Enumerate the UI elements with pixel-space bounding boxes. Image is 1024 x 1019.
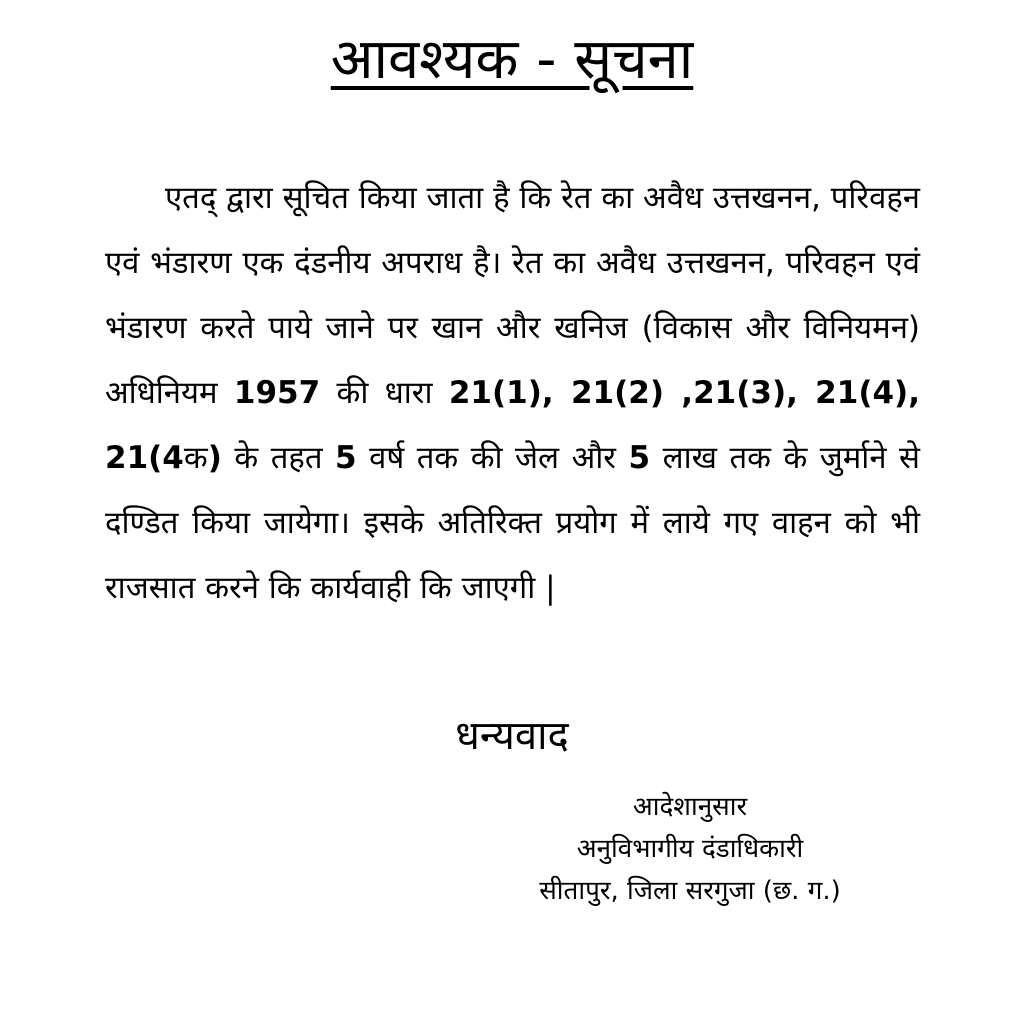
- section-suffix: क: [183, 440, 208, 476]
- thanks-text: धन्यवाद: [455, 713, 569, 759]
- notice-body: [105, 166, 920, 621]
- section-numbers: 21(1), 21(2) ,21(3), 21(4), 21(4: [105, 375, 921, 476]
- signature-line-location: सीतापुर, जिला सरगुजा (छ. ग.): [539, 876, 841, 906]
- signature-line-order: आदेशानुसार: [632, 792, 748, 822]
- fine-amount: 5: [628, 440, 651, 476]
- signature-block: [490, 786, 890, 912]
- notice-title: [0, 22, 1024, 98]
- body-text-part-2: की धारा: [320, 375, 449, 411]
- body-text-part-3: के तहत: [221, 440, 335, 476]
- body-text-part-4: वर्ष तक की जेल और: [356, 440, 629, 476]
- act-year: 1957: [233, 375, 321, 411]
- jail-years: 5: [335, 440, 357, 476]
- notice-title-text: आवश्यक - सूचना: [330, 27, 694, 92]
- signature-line-officer: अनुविभागीय दंडाधिकारी: [576, 834, 804, 864]
- section-close: ): [207, 440, 222, 476]
- body-text-part-5: लाख तक के जुर्माने से दण्डित किया जायेगा। इसके अतिरिक्त प्रयोग में लाये गए वाहन को भी राजसात करने कि कार्यवाही कि जाएगी |: [105, 440, 920, 606]
- body-text-part-1: एतद् द्वारा सूचित किया जाता है कि रेत का अवैध उत्तखनन, परिवहन एवं भंडारण एक दंडनीय अपराध है। रेत का अवैध उत्तखनन, परिवहन एवं भंडारण करते पाये जाने पर खान और खनिज (विकास और विनियमन) अधिनियम: [105, 180, 920, 411]
